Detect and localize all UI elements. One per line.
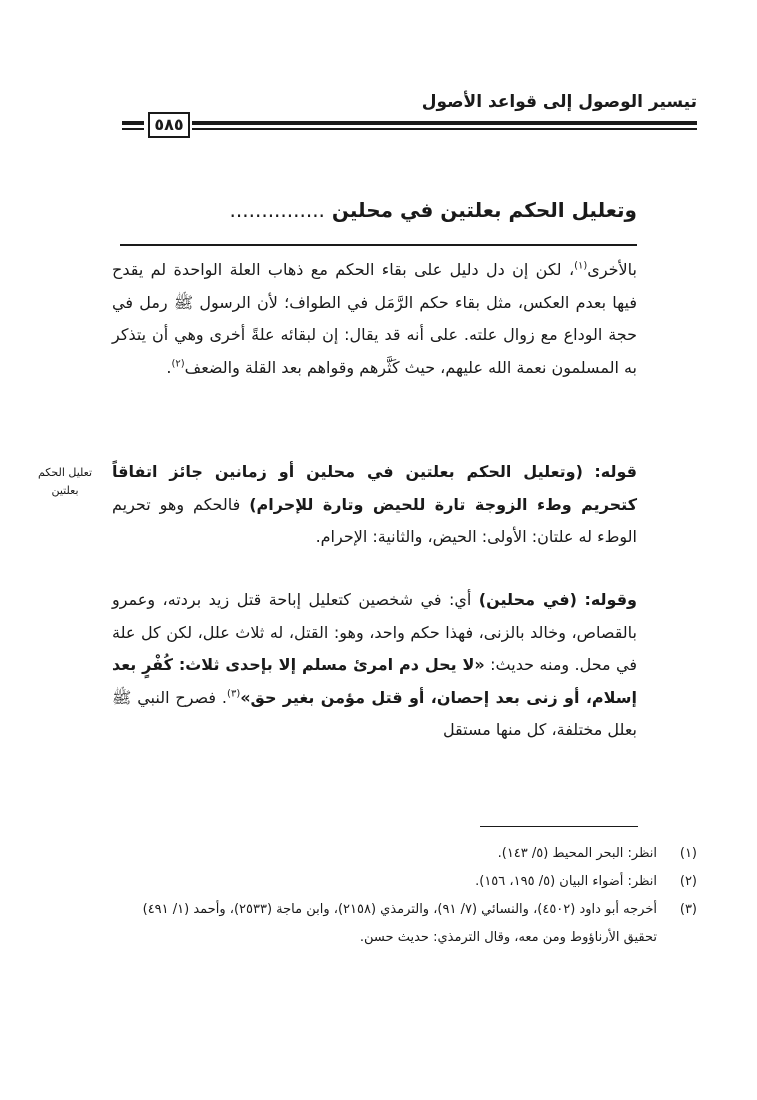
footnote-separator xyxy=(480,826,638,827)
margin-note-line-2: بعلتين xyxy=(51,484,79,497)
section-rule xyxy=(120,244,637,246)
section-heading-dots: ............... xyxy=(229,198,325,222)
footnote-1 xyxy=(117,840,697,868)
footnote-3-text: أخرجه أبو داود (٤٥٠٢)، والنسائي (٧/ ٩١)، والترمذي (٢١٥٨)، وابن ماجة (٢٥٣٣)، وأحمد (١/ ٤٩١) تحقيق الأرناؤوط ومن معه، وقال الترمذي: حديث حسن. xyxy=(142,902,657,945)
header-rule-short-thin xyxy=(122,128,144,130)
p3-text-1: أي: في شخصين كتعليل إباحة قتل زيد بردته، وعمرو بالقصاص، وخالد بالزنى، فهذا حكم واحد، وهو: القتل، له ثلاث علل، لكن كل علة في محل. ومنه حديث: xyxy=(112,590,637,674)
header-rule xyxy=(122,118,697,134)
section-heading-text: وتعليل الحكم بعلتين في محلين xyxy=(331,198,637,222)
footnote-ref-3: (٣) xyxy=(227,688,241,700)
p2-explanation: فالحكم وهو تحريم الوطء له علتان: الأولى: الحيض، والثانية: الإحرام. xyxy=(112,494,637,546)
p1-part2: ، لكن إن دل دليل على بقاء الحكم مع ذهاب العلة الواحدة لم يقدح فيها بعدم العكس، مثل بقاء حكم الرَّمَل في الطواف؛ لأن الرسول ﷺ رمل في حجة الوداع مع زوال علته. على أنه قد يقال: إن لبقائه علةً أخرى وهي أن يتذكر به المسلمون نعمة الله عليهم، حيث كَثَّرهم وقواهم بعد القلة والضعف xyxy=(112,260,637,377)
p3-quoted-term: (في محلين) xyxy=(478,590,577,609)
footnote-2-text: انظر: أضواء البيان (٥/ ١٩٥، ١٥٦). xyxy=(475,874,657,889)
paragraph-2 xyxy=(112,456,637,554)
footnote-2 xyxy=(117,868,697,896)
header-rule-thick xyxy=(192,121,697,125)
footnote-1-number: (١) xyxy=(679,846,697,861)
footnote-ref-1: (١) xyxy=(574,260,588,272)
section-heading xyxy=(117,198,637,222)
footnote-3-number: (٣) xyxy=(679,902,697,917)
p3-text-2: . فصرح النبي ﷺ بعلل مختلفة، كل منها مستقل xyxy=(112,687,637,739)
footnotes xyxy=(117,840,697,952)
p2-lead: قوله: xyxy=(594,462,637,481)
p3-hadith: «لا يحل دم امرئ مسلم إلا بإحدى ثلاث: كُفْرٍ بعد إسلام، أو زنى بعد إحصان، أو قتل مؤمن بغير حق» xyxy=(112,655,638,707)
p1-part3: . xyxy=(166,357,172,377)
p1-part1: بالأخرى xyxy=(587,260,637,279)
footnote-ref-2: (٢) xyxy=(171,358,185,370)
p3-lead: وقوله: xyxy=(584,590,637,609)
footnote-1-text: انظر: البحر المحيط (٥/ ١٤٣). xyxy=(497,846,657,861)
margin-note xyxy=(30,464,100,500)
paragraph-1 xyxy=(112,254,637,384)
page-number: ٥٨٥ xyxy=(148,112,190,138)
margin-note-line-1: تعليل الحكم xyxy=(37,466,93,479)
running-title: تيسير الوصول إلى قواعد الأصول xyxy=(421,92,697,112)
header-rule-short-thick xyxy=(122,121,144,125)
p2-quoted-rule: (وتعليل الحكم بعلتين في محلين أو زمانين جائز اتفاقاً كتحريم وطء الزوجة تارة للحيض وتارة للإحرام) xyxy=(112,462,638,514)
header-rule-thin xyxy=(192,128,697,130)
footnote-2-number: (٢) xyxy=(679,874,697,889)
paragraph-3 xyxy=(112,584,637,747)
footnote-3 xyxy=(117,896,697,952)
